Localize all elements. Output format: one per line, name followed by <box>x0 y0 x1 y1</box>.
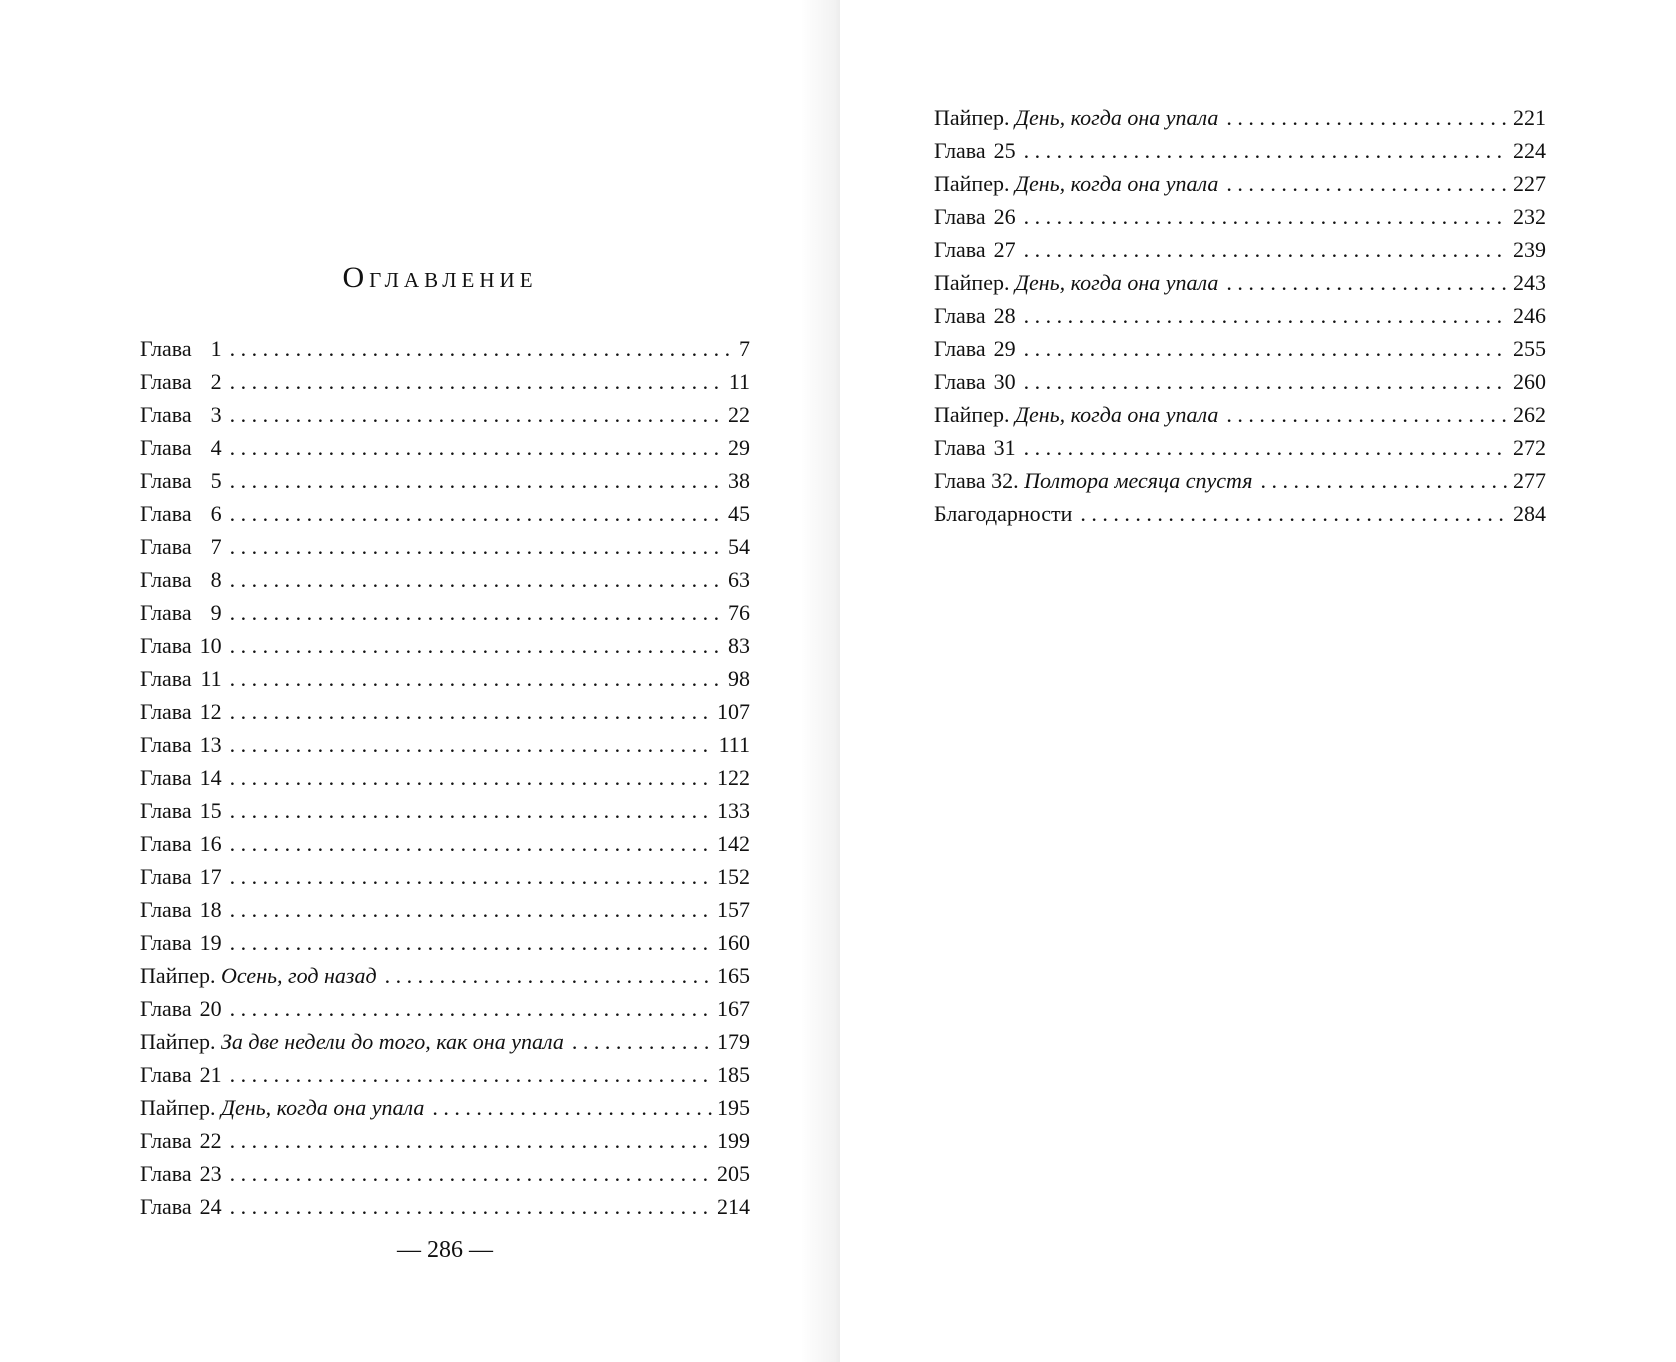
toc-entry-label: Глава <box>140 501 192 526</box>
toc-entry-page: 38 <box>728 468 750 493</box>
toc-entry-chapter-number: 25 <box>993 138 1016 163</box>
toc-entry <box>140 629 750 662</box>
toc-entry-chapter-number: 10 <box>199 633 222 658</box>
toc-entry-label: Глава <box>934 336 986 361</box>
dot-leader <box>230 662 724 695</box>
toc-entry <box>934 299 1546 332</box>
dot-leader <box>1226 398 1509 431</box>
toc-entry-subtitle: Осень, год назад <box>220 963 377 988</box>
toc-entry-title <box>140 827 222 860</box>
toc-entry <box>140 992 750 1025</box>
toc-entry-page: 205 <box>717 1161 750 1186</box>
toc-entry-page: 29 <box>728 435 750 460</box>
toc-entry <box>140 365 750 398</box>
toc-entry-page: 277 <box>1513 468 1546 493</box>
dot-leader <box>230 1190 713 1223</box>
toc-entry-title <box>934 332 1016 365</box>
toc-entry <box>934 464 1546 497</box>
toc-entry-title <box>140 662 222 695</box>
toc-entry-label: Глава <box>934 435 986 460</box>
dot-leader <box>230 530 724 563</box>
toc-entry-chapter-number: 1 <box>210 336 222 361</box>
dot-leader <box>230 992 713 1025</box>
toc-entry-label: Глава <box>140 765 192 790</box>
toc-entry <box>140 464 750 497</box>
toc-entry-page: 214 <box>717 1194 750 1219</box>
toc-entry-label: Глава <box>140 468 192 493</box>
toc-entry-chapter-number: 29 <box>993 336 1016 361</box>
toc-entry-title <box>934 233 1016 266</box>
toc-entry-title <box>140 1058 222 1091</box>
toc-entry-label: Глава <box>140 930 192 955</box>
toc-entry-title <box>140 1091 424 1124</box>
toc-entry-chapter-number: 12 <box>199 699 222 724</box>
toc-entry-title <box>934 365 1016 398</box>
toc-entry-page: 243 <box>1513 270 1546 295</box>
toc-entry <box>934 431 1546 464</box>
toc-entry-title <box>140 398 222 431</box>
toc-entry-title <box>140 332 222 365</box>
toc-entry <box>934 200 1546 233</box>
toc-entry-page: 142 <box>717 831 750 856</box>
toc-entry-subtitle: Полтора месяца спустя <box>1024 468 1253 493</box>
toc-entry-title <box>140 794 222 827</box>
toc-entry-label: Глава <box>140 996 192 1021</box>
toc-entry-chapter-number: 5 <box>210 468 222 493</box>
toc-entry-label: Глава <box>140 534 192 559</box>
toc-entry-page: 11 <box>728 369 750 394</box>
toc-entry <box>140 1190 750 1223</box>
toc-entry-label: Глава <box>934 237 986 262</box>
toc-entry-title <box>140 464 222 497</box>
toc-entry-label: Глава <box>140 699 192 724</box>
dot-leader <box>230 596 724 629</box>
dot-leader <box>572 1025 713 1058</box>
toc-entry-page: 122 <box>717 765 750 790</box>
dot-leader <box>230 761 713 794</box>
toc-entry <box>140 794 750 827</box>
toc-entry-title <box>934 464 1252 497</box>
toc-entry-title <box>934 134 1016 167</box>
toc-entry-subtitle: День, когда она упала <box>1014 171 1219 196</box>
toc-entry-label: Глава <box>140 732 192 757</box>
toc-entry-chapter-number: 23 <box>199 1161 222 1186</box>
toc-entry-page: 284 <box>1513 501 1546 526</box>
toc-entry <box>140 563 750 596</box>
dot-leader <box>230 728 715 761</box>
dot-leader <box>1226 167 1509 200</box>
toc-entry-subtitle: За две недели до того, как она упала <box>220 1029 564 1054</box>
dot-leader <box>1226 266 1509 299</box>
toc-entry-chapter-number: 19 <box>199 930 222 955</box>
toc-entry-title <box>934 101 1218 134</box>
toc-entry-label: Пайпер. <box>934 402 1010 427</box>
toc-entry-page: 160 <box>717 930 750 955</box>
toc-entry-chapter-number: 17 <box>199 864 222 889</box>
dot-leader <box>1080 497 1509 530</box>
dot-leader <box>230 893 713 926</box>
toc-heading: Оглавление <box>342 261 538 294</box>
toc-entry-label: Пайпер. <box>140 1029 216 1054</box>
toc-entry <box>934 233 1546 266</box>
toc-entry-label: Глава 32. <box>934 468 1019 493</box>
toc-entry-title <box>140 1124 222 1157</box>
toc-entry-page: 224 <box>1513 138 1546 163</box>
toc-entry-chapter-number: 7 <box>210 534 222 559</box>
dot-leader <box>1024 233 1509 266</box>
dot-leader <box>230 497 724 530</box>
toc-entry-chapter-number: 13 <box>199 732 222 757</box>
toc-entry <box>934 134 1546 167</box>
toc-entry-label: Глава <box>934 204 986 229</box>
dot-leader <box>230 794 713 827</box>
toc-entry <box>140 497 750 530</box>
toc-entry-label: Глава <box>140 633 192 658</box>
toc-entry-title <box>140 761 222 794</box>
toc-entry <box>140 827 750 860</box>
toc-entry-page: 227 <box>1513 171 1546 196</box>
toc-entry-chapter-number: 27 <box>993 237 1016 262</box>
dot-leader <box>1226 101 1509 134</box>
toc-entry-page: 83 <box>728 633 750 658</box>
toc-entry-title <box>934 497 1072 530</box>
toc-entry <box>140 1157 750 1190</box>
dot-leader <box>230 1124 713 1157</box>
toc-entry-label: Глава <box>140 567 192 592</box>
toc-entry <box>140 893 750 926</box>
toc-entry <box>934 365 1546 398</box>
toc-entry-chapter-number: 8 <box>210 567 222 592</box>
toc-entry-page: 133 <box>717 798 750 823</box>
dot-leader <box>230 332 735 365</box>
toc-entry-chapter-number: 28 <box>993 303 1016 328</box>
toc-entry-title <box>140 1190 222 1223</box>
toc-entry-title <box>140 695 222 728</box>
dot-leader <box>230 695 713 728</box>
toc-entry <box>140 860 750 893</box>
toc-entry-page: 76 <box>728 600 750 625</box>
toc-entry-chapter-number: 24 <box>199 1194 222 1219</box>
toc-entry-label: Глава <box>934 303 986 328</box>
toc-entry-label: Глава <box>140 864 192 889</box>
dot-leader <box>230 827 713 860</box>
toc-entry-label: Глава <box>140 402 192 427</box>
toc-entry-title <box>140 1157 222 1190</box>
toc-entry-subtitle: День, когда она упала <box>220 1095 425 1120</box>
toc-entry <box>140 662 750 695</box>
toc-entry-chapter-number: 9 <box>210 600 222 625</box>
dot-leader <box>230 860 713 893</box>
toc-entry-title <box>140 365 222 398</box>
toc-entry-chapter-number: 20 <box>199 996 222 1021</box>
dot-leader <box>1024 200 1509 233</box>
toc-entry <box>140 1091 750 1124</box>
dot-leader <box>1024 332 1509 365</box>
toc-entry-title <box>140 431 222 464</box>
toc-entry <box>140 1058 750 1091</box>
toc-entry-chapter-number: 22 <box>199 1128 222 1153</box>
toc-entry <box>934 101 1546 134</box>
toc-entry-chapter-number: 14 <box>199 765 222 790</box>
toc-entry-page: 7 <box>739 336 750 361</box>
toc-entry-chapter-number: 11 <box>200 666 222 691</box>
toc-entry-chapter-number: 21 <box>199 1062 222 1087</box>
toc-entry <box>934 266 1546 299</box>
toc-entry-label: Глава <box>140 1161 192 1186</box>
dot-leader <box>230 926 713 959</box>
toc-entry-label: Глава <box>140 798 192 823</box>
toc-entry <box>140 695 750 728</box>
toc-entry-page: 54 <box>728 534 750 559</box>
toc-entry <box>140 431 750 464</box>
toc-entry-title <box>140 629 222 662</box>
toc-entry-subtitle: День, когда она упала <box>1014 270 1219 295</box>
toc-entry-page: 63 <box>728 567 750 592</box>
toc-entry-page: 185 <box>717 1062 750 1087</box>
toc-entry-chapter-number: 6 <box>210 501 222 526</box>
toc-entry-page: 152 <box>717 864 750 889</box>
toc-entry-label: Пайпер. <box>934 270 1010 295</box>
toc-entry-label: Глава <box>140 369 192 394</box>
toc-entry-page: 199 <box>717 1128 750 1153</box>
toc-entry <box>140 926 750 959</box>
toc-entry-label: Пайпер. <box>934 105 1010 130</box>
dot-leader <box>230 431 724 464</box>
toc-entry-page: 272 <box>1513 435 1546 460</box>
toc-entry-label: Глава <box>140 666 192 691</box>
toc-entry-page: 111 <box>718 732 750 757</box>
toc-entry <box>140 398 750 431</box>
toc-entry-title <box>140 728 222 761</box>
toc-entry-label: Благодарности <box>934 501 1073 526</box>
toc-entry-title <box>140 563 222 596</box>
toc-entry-title <box>934 266 1218 299</box>
toc-entry <box>140 1124 750 1157</box>
dot-leader <box>230 629 724 662</box>
toc-entry-title <box>934 431 1016 464</box>
toc-entry-label: Глава <box>934 369 986 394</box>
toc-entry-label: Глава <box>934 138 986 163</box>
toc-entry-page: 45 <box>728 501 750 526</box>
toc-entry-page: 260 <box>1513 369 1546 394</box>
toc-entry-chapter-number: 18 <box>199 897 222 922</box>
toc-entry-label: Глава <box>140 600 192 625</box>
toc-entry-title <box>934 200 1016 233</box>
page-number: — 286 — <box>397 1237 493 1263</box>
toc-entry-title <box>140 497 222 530</box>
dot-leader <box>432 1091 713 1124</box>
dot-leader <box>1024 431 1509 464</box>
toc-entry-title <box>140 893 222 926</box>
toc-entry-page: 165 <box>717 963 750 988</box>
toc-entry <box>140 959 750 992</box>
toc-entry <box>934 332 1546 365</box>
dot-leader <box>230 1157 713 1190</box>
toc-entry-label: Пайпер. <box>934 171 1010 196</box>
toc-entry-page: 221 <box>1513 105 1546 130</box>
toc-list-left <box>140 332 750 1223</box>
toc-entry-title <box>140 860 222 893</box>
toc-entry-page: 232 <box>1513 204 1546 229</box>
toc-entry-label: Глава <box>140 831 192 856</box>
toc-entry-subtitle: День, когда она упала <box>1014 402 1219 427</box>
toc-entry-label: Глава <box>140 897 192 922</box>
toc-entry-chapter-number: 3 <box>210 402 222 427</box>
dot-leader <box>230 1058 713 1091</box>
toc-entry <box>140 596 750 629</box>
dot-leader <box>1260 464 1509 497</box>
dot-leader <box>1024 365 1509 398</box>
toc-entry-page: 179 <box>717 1029 750 1054</box>
toc-entry-subtitle: День, когда она упала <box>1014 105 1219 130</box>
toc-entry <box>140 332 750 365</box>
toc-entry-title <box>140 1025 564 1058</box>
toc-entry <box>934 398 1546 431</box>
toc-entry-title <box>934 398 1218 431</box>
toc-entry-label: Глава <box>140 1194 192 1219</box>
toc-entry-title <box>140 959 377 992</box>
dot-leader <box>1024 134 1509 167</box>
toc-entry-chapter-number: 26 <box>993 204 1016 229</box>
toc-entry-chapter-number: 31 <box>993 435 1016 460</box>
toc-entry-chapter-number: 4 <box>210 435 222 460</box>
toc-entry <box>934 497 1546 530</box>
toc-entry <box>140 761 750 794</box>
toc-entry-page: 262 <box>1513 402 1546 427</box>
toc-entry-title <box>934 299 1016 332</box>
dot-leader <box>230 464 724 497</box>
toc-entry-title <box>934 167 1218 200</box>
toc-entry-label: Пайпер. <box>140 1095 216 1120</box>
toc-entry-label: Пайпер. <box>140 963 216 988</box>
dot-leader <box>1024 299 1509 332</box>
toc-list-right <box>934 101 1546 530</box>
toc-entry-page: 22 <box>728 402 750 427</box>
toc-entry <box>140 728 750 761</box>
toc-entry-title <box>140 926 222 959</box>
toc-entry-title <box>140 530 222 563</box>
dot-leader <box>385 959 713 992</box>
toc-entry <box>934 167 1546 200</box>
dot-leader <box>230 365 725 398</box>
toc-entry-chapter-number: 15 <box>199 798 222 823</box>
toc-entry-title <box>140 596 222 629</box>
toc-entry-label: Глава <box>140 336 192 361</box>
toc-entry-chapter-number: 2 <box>210 369 222 394</box>
toc-entry-title <box>140 992 222 1025</box>
toc-entry-page: 195 <box>717 1095 750 1120</box>
dot-leader <box>230 563 724 596</box>
toc-entry-chapter-number: 30 <box>993 369 1016 394</box>
toc-entry-page: 157 <box>717 897 750 922</box>
toc-entry <box>140 1025 750 1058</box>
toc-entry-page: 246 <box>1513 303 1546 328</box>
toc-entry <box>140 530 750 563</box>
toc-entry-chapter-number: 16 <box>199 831 222 856</box>
toc-entry-page: 239 <box>1513 237 1546 262</box>
dot-leader <box>230 398 724 431</box>
toc-entry-label: Глава <box>140 435 192 460</box>
toc-entry-page: 98 <box>728 666 750 691</box>
toc-entry-page: 255 <box>1513 336 1546 361</box>
toc-entry-page: 167 <box>717 996 750 1021</box>
toc-entry-page: 107 <box>717 699 750 724</box>
toc-entry-label: Глава <box>140 1128 192 1153</box>
toc-entry-label: Глава <box>140 1062 192 1087</box>
